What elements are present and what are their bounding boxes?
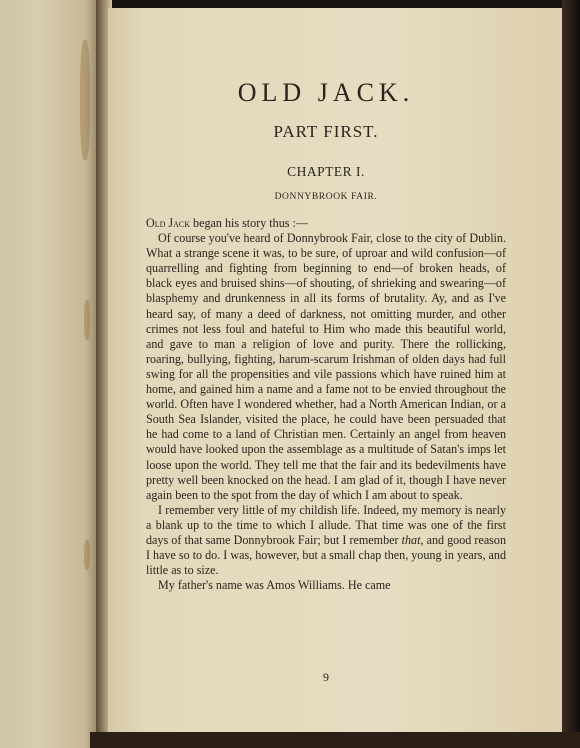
paragraph-text: began his story thus :— — [190, 216, 308, 230]
book-cover-edge — [562, 0, 580, 748]
page-stain — [84, 300, 90, 340]
page-number: 9 — [323, 670, 329, 684]
paragraph: My father's name was Amos Williams. He came — [158, 578, 391, 593]
chapter-title: DONNYBROOK FAIR. — [274, 192, 378, 202]
paragraph-lead: Old Jack — [146, 216, 191, 230]
part-heading: PART FIRST. — [273, 122, 379, 141]
book-bottom-edge — [90, 732, 580, 748]
page-content — [146, 72, 506, 684]
paragraph-text: I remember very little of my childish life. Indeed, my memory is nearly a blank up to the time to which I allude. That time was one of the first days of that same Donnybrook Fair; but I remember — [146, 502, 506, 547]
paragraph — [146, 503, 506, 578]
left-page — [0, 0, 100, 748]
paragraph-text: and good reason I have so to do. I was, however, but a small chap then, young in years, and little as to size. — [146, 532, 506, 578]
page-stain — [84, 540, 90, 570]
paragraph: Of course you've heard of Donnybrook Fair, close to the city of Dublin. What a strange scene it was, to be sure, of uproar and wild confusion—of quarrelling and fighting from beginning to end—of broken heads, of black eyes and bruised shins—of shouting, of shrieking and swearing—of blasphemy and drunkenness in all its forms of brutality. Ay, and as I've heard say, of many a deed of darkness, not omitting murder, and other crimes not less foul and hateful to Him who made this beautiful world, and gave to man a religion of love and purity. There the rollicking, roaring, bullying, fighting, harum-scarum Irishman of olden days had full swing for all the propensities and vile passions which have ruined him at home, and gained him a name and a fame not to be envied throughout the world. Often have I wondered whether, had a North American Indian, or a South Sea Islander, visited the place, he could have been persuaded that he had come to a land of Christian men. Certainly an angel from heaven would have looked upon the assemblage as a multitude of Satan's imps let loose upon the world. They tell me that the fair and its bedevilments have pretty well been knocked on the head. I am glad of it, though I have never again been to the spot from the day of which I am about to speak. — [146, 231, 506, 502]
emphasis-text: that, — [401, 532, 424, 547]
page-stain — [80, 40, 90, 160]
body-text — [146, 216, 506, 593]
chapter-heading: CHAPTER I. — [287, 164, 365, 179]
paragraph — [146, 216, 506, 231]
book-title: OLD JACK. — [237, 78, 415, 107]
